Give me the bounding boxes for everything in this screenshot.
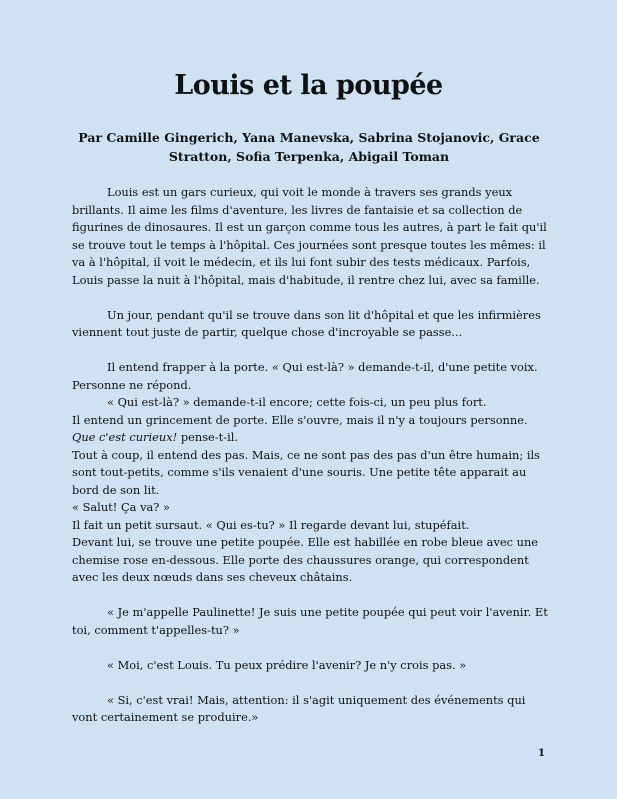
page-number: 1 <box>538 748 545 759</box>
authors-line: Par Camille Gingerich, Yana Manevska, Sabrina Stojanovic, Grace Stratton, Sofia Terpenka, Abigail Toman <box>78 130 540 164</box>
paragraph-door-creak: Il entend un grincement de porte. Elle s'ouvre, mais il n'y a toujours personne. <box>72 412 528 427</box>
paragraph-intro: Louis est un gars curieux, qui voit le monde à travers ses grands yeux brillants. Il aime les films d'aventure, les livres de fantaisie et sa collection de figurines de dinosaures. Il est un garçon comme tous les autres, à part le fait qu'il se trouve tout le temps à l'hôpital. Ces journées sont presque toutes les mêmes: il va à l'hôpital, il voit le médecin, et ils lui font subir des tests médicaux. Parfois, Louis passe la nuit à l'hôpital, mais d'habitude, il rentre chez lui, avec sa famille. <box>72 185 547 287</box>
paragraph-footsteps: Tout à coup, il entend des pas. Mais, ce ne sont pas des pas d'un être humain; ils sont tout-petits, comme s'ils venaient d'une souris. Une petite tête apparait au bord de son lit. <box>72 447 540 497</box>
story-title: Louis et la poupée <box>174 70 443 101</box>
paragraph-thought <box>72 429 552 447</box>
thought-tail: pense-t-il. <box>180 430 238 444</box>
paragraph-greeting: « Salut! Ça va? » <box>72 500 170 514</box>
paragraph-doll-reply: « Si, c'est vrai! Mais, attention: il s'agit uniquement des événements qui vont certainement se produire.» <box>72 692 526 724</box>
paragraph-knock: Il entend frapper à la porte. « Qui est-là? » demande-t-il, d'une petite voix. Personne ne répond. <box>72 360 538 392</box>
paragraph-one-day: Un jour, pendant qu'il se trouve dans son lit d'hôpital et que les infirmières viennent tout juste de partir, quelque chose d'incroyable se passe... <box>72 307 541 339</box>
paragraph-ask-again: « Qui est-là? » demande-t-il encore; cette fois-ci, un peu plus fort. <box>107 395 487 409</box>
story-body <box>72 184 552 727</box>
paragraph-paulinette: « Je m'appelle Paulinette! Je suis une petite poupée qui peut voir l'avenir. Et toi, comment t'appelles-tu? » <box>72 605 548 637</box>
paragraph-louis-reply: « Moi, c'est Louis. Tu peux prédire l'avenir? Je n'y crois pas. » <box>107 657 467 672</box>
paragraph-doll-description: Devant lui, se trouve une petite poupée. Elle est habillée en robe bleue avec une chemise rose en-dessous. Elle porte des chaussures orange, qui correspondent avec les deux nœuds dans ses cheveux châtains. <box>72 535 539 584</box>
thought-italic: Que c'est curieux! <box>72 430 178 444</box>
paragraph-startle: Il fait un petit sursaut. « Qui es-tu? » Il regarde devant lui, stupéfait. <box>72 517 470 532</box>
